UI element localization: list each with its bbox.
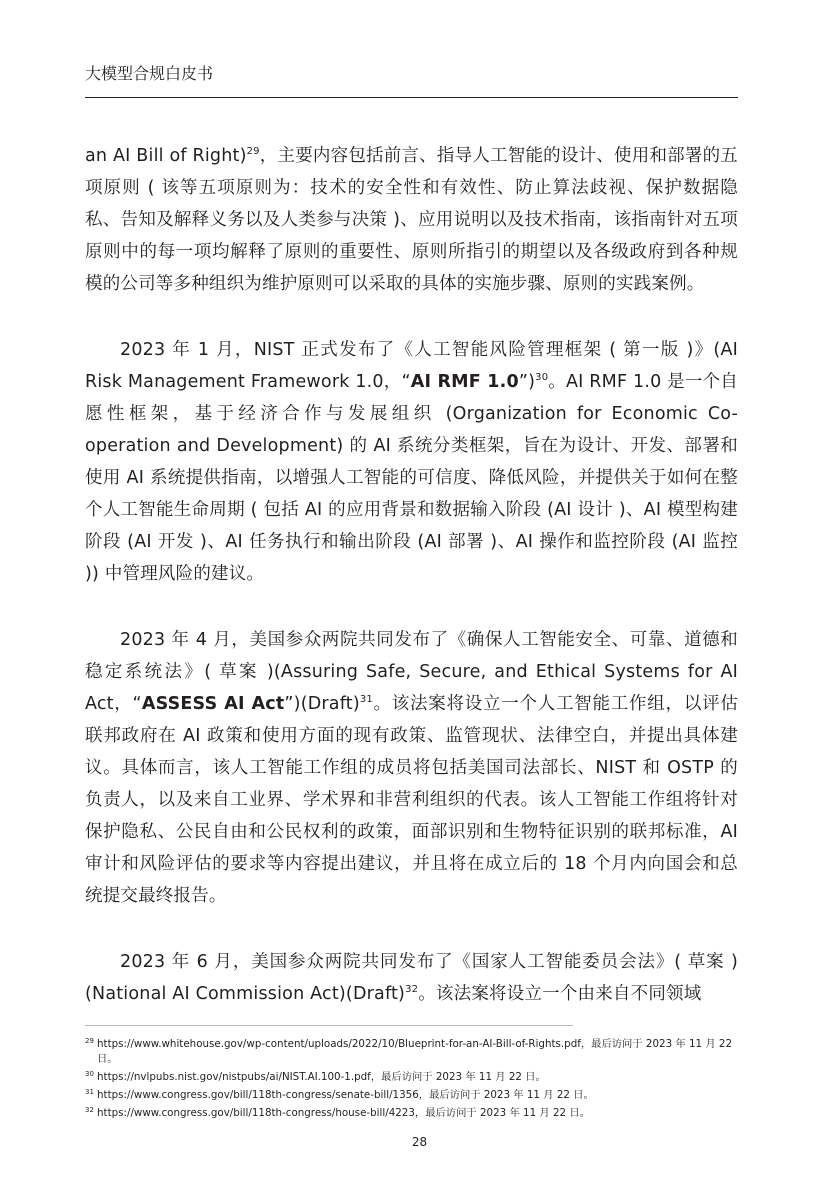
paragraph-gap [85,590,738,624]
body-text [85,140,738,1010]
paragraph-1-text-a: an AI Bill of Right) [85,146,247,166]
footnote-ref-30[interactable]: 30 [535,372,549,384]
paragraph-3-text-a: 2023 年 4 月，美国参众两院共同发布了《确保人工智能安全、可靠、道德和稳定系统法》( 草案 )(Assuring Safe, Secure, and Ethical Systems for AI Act，“ [85,630,738,714]
footnote-31 [85,1088,738,1103]
footnotes [85,1037,738,1124]
header-title: 大模型合规白皮书 [85,64,214,83]
paragraph-1-text-b: ，主要内容包括前言、指导人工智能的设计、使用和部署的五项原则 ( 该等五项原则为：技术的安全性和有效性、防止算法歧视、保护数据隐私、告知及解释义务以及人类参与决策 )、应用说明以及技术指南，该指南针对五项原则中的每一项均解释了原则的重要性、原则所指引的期望以及各级政府到各种规模的公司等多种组织为维护原则可以采取的具体的实施步骤、原则的实践案例。 [85,146,738,294]
paragraph-gap [85,912,738,946]
paragraph-1 [85,140,738,300]
page-header [85,64,738,84]
paragraph-3-bold-term: ASSESS AI Act [141,694,285,714]
paragraph-4-text-a: 2023 年 6 月，美国参众两院共同发布了《国家人工智能委员会法》( 草案 )(National AI Commission Act)(Draft) [85,952,738,1004]
paragraph-2 [85,334,738,590]
footnote-text[interactable]: https://www.whitehouse.gov/wp-content/uploads/2022/10/Blueprint-for-an-AI-Bill-of-Rights.pdf，最后访问于 2023 年 11 月 22 日。 [97,1038,733,1065]
paragraph-3 [85,624,738,912]
footnote-ref-31[interactable]: 31 [359,694,373,706]
footnote-ref-29[interactable]: 29 [246,146,260,158]
footnote-divider [85,1025,573,1026]
footnote-number: 29 [85,1037,94,1045]
paragraph-3-text-b: ”)(Draft) [284,694,360,714]
paragraph-2-text-b: ”) [518,372,536,392]
paragraph-3-text-c: 。该法案将设立一个人工智能工作组，以评估联邦政府在 AI 政策和使用方面的现有政策、监管现状、法律空白，并提出具体建议。具体而言，该人工智能工作组的成员将包括美国司法部长、NIST 和 OSTP 的负责人，以及来自工业界、学术界和非营利组织的代表。该人工智能工作组将针对保护隐私、公民自由和公民权利的政策，面部识别和生物特征识别的联邦标准，AI 审计和风险评估的要求等内容提出建议，并且将在成立后的 18 个月内向国会和总统提交最终报告。 [85,694,739,906]
footnote-text[interactable]: https://www.congress.gov/bill/118th-congress/house-bill/4223，最后访问于 2023 年 11 月 22 日。 [97,1107,590,1119]
footnote-number: 32 [85,1106,94,1114]
footnote-text[interactable]: https://nvlpubs.nist.gov/nistpubs/ai/NIST.AI.100-1.pdf，最后访问于 2023 年 11 月 22 日。 [97,1071,546,1083]
paragraph-4-text-b: 。该法案将设立一个由来自不同领域 [418,984,702,1004]
footnote-text[interactable]: https://www.congress.gov/bill/118th-congress/senate-bill/1356，最后访问于 2023 年 11 月 22 日。 [97,1089,594,1101]
footnote-30 [85,1070,738,1085]
footnote-29 [85,1037,738,1067]
page-number: 28 [411,1135,428,1149]
paragraph-4 [85,946,738,1010]
footnote-ref-32[interactable]: 32 [405,984,419,996]
paragraph-gap [85,300,738,334]
footnote-number: 30 [85,1070,94,1078]
paragraph-2-text-a: 2023 年 1 月，NIST 正式发布了《人工智能风险管理框架 ( 第一版 )》(AI Risk Management Framework 1.0，“ [85,340,738,392]
header-divider [85,97,738,98]
paragraph-2-bold-term: AI RMF 1.0 [410,372,519,392]
footnote-32 [85,1106,738,1121]
paragraph-2-text-c: 。AI RMF 1.0 是一个自愿性框架，基于经济合作与发展组织 (Organization for Economic Co-operation and Development) 的 AI 系统分类框架，旨在为设计、开发、部署和使用 AI 系统提供指南，以增强人工智能的可信度、降低风险，并提供关于如何在整个人工智能生命周期 ( 包括 AI 的应用背景和数据输入阶段 (AI 设计 )、AI 模型构建阶段 (AI 开发 )、AI 任务执行和输出阶段 (AI 部署 )、AI 操作和监控阶段 (AI 监控 )) 中管理风险的建议。 [85,372,738,584]
footnote-number: 31 [85,1088,94,1096]
